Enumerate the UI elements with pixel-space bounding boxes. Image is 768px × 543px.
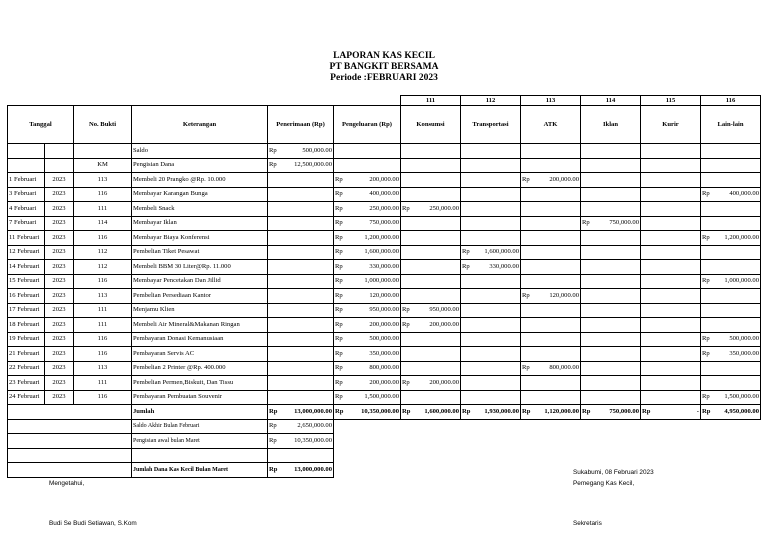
row-amount-a115	[641, 289, 701, 304]
row-bukti: 116	[74, 390, 132, 405]
table-row	[8, 347, 761, 362]
col-header-account: Konsumsi	[401, 106, 461, 144]
row-keterangan: Membeli Snack	[132, 202, 268, 217]
table-row	[8, 303, 761, 318]
row-amount-a116	[701, 260, 761, 275]
row-date: 1 Februari	[8, 173, 45, 188]
row-amount-a114	[581, 173, 641, 188]
totals-label: Jumlah	[132, 405, 268, 420]
row-amount-a111	[401, 158, 461, 173]
row-year	[45, 144, 74, 159]
totals-row	[8, 405, 761, 420]
row-amount-in	[268, 173, 334, 188]
row-amount-out: Rp 1,200,000.00	[334, 231, 401, 246]
row-amount-a116	[701, 289, 761, 304]
row-amount-a116	[701, 303, 761, 318]
row-amount-a114	[581, 318, 641, 333]
row-amount-a112	[461, 202, 521, 217]
row-bukti: 111	[74, 303, 132, 318]
row-year: 2023	[45, 231, 74, 246]
row-bukti: KM	[74, 158, 132, 173]
totals-116: Rp 4,950,000.00	[701, 405, 761, 420]
account-code: 115	[641, 96, 701, 106]
row-amount-a113: Rp 800,000.00	[521, 361, 581, 376]
row-keterangan: Pembayaran Donasi Kemanusiaan	[132, 332, 268, 347]
row-date: 3 Februari	[8, 187, 45, 202]
row-date: 11 Februari	[8, 231, 45, 246]
report-period: Periode :FEBRUARI 2023	[330, 73, 438, 83]
row-amount-a113	[521, 376, 581, 391]
totals-111: Rp 1,600,000.00	[401, 405, 461, 420]
row-amount-a114	[581, 260, 641, 275]
row-keterangan: Pengisian Dana	[132, 158, 268, 173]
row-bukti: 111	[74, 376, 132, 391]
totals-113: Rp 1,120,000.00	[521, 405, 581, 420]
row-date: 19 Februari	[8, 332, 45, 347]
row-amount-in	[268, 231, 334, 246]
row-date: 14 Februari	[8, 260, 45, 275]
row-amount-a113	[521, 245, 581, 260]
row-year	[45, 158, 74, 173]
saldo-akhir-label: Saldo Akhir Bulan Februari	[132, 419, 268, 434]
company-name: PT BANGKIT BERSAMA	[329, 62, 439, 72]
totals-115: Rp -	[641, 405, 701, 420]
row-year: 2023	[45, 187, 74, 202]
row-amount-a115	[641, 158, 701, 173]
row-amount-a113	[521, 216, 581, 231]
row-amount-in	[268, 260, 334, 275]
row-amount-out: Rp 800,000.00	[334, 361, 401, 376]
row-amount-a111	[401, 289, 461, 304]
report-title: LAPORAN KAS KECIL	[333, 51, 435, 61]
row-amount-a115	[641, 144, 701, 159]
signer-right-name: Sekretaris	[573, 520, 602, 527]
row-keterangan: Pembelian Permen,Biskuit, Dan Tissu	[132, 376, 268, 391]
row-amount-a112	[461, 187, 521, 202]
row-keterangan: Membayar Iklan	[132, 216, 268, 231]
signer-right-caption: Pemegang Kas Kecil,	[573, 480, 635, 487]
header-row	[8, 106, 761, 144]
table-row	[8, 158, 761, 173]
row-amount-in	[268, 347, 334, 362]
row-amount-a111	[401, 144, 461, 159]
row-amount-in	[268, 318, 334, 333]
row-amount-a112	[461, 318, 521, 333]
row-amount-a116	[701, 361, 761, 376]
row-amount-a116: Rp 350,000.00	[701, 347, 761, 362]
row-keterangan: Pembelian Tiket Pesawat	[132, 245, 268, 260]
row-amount-a111	[401, 173, 461, 188]
table-row	[8, 289, 761, 304]
row-bukti: 116	[74, 274, 132, 289]
row-amount-a115	[641, 390, 701, 405]
row-amount-in	[268, 303, 334, 318]
col-header-bukti: No. Bukti	[74, 106, 132, 144]
row-amount-out: Rp 250,000.00	[334, 202, 401, 217]
row-amount-out: Rp 200,000.00	[334, 173, 401, 188]
row-amount-a113	[521, 187, 581, 202]
row-amount-a114	[581, 376, 641, 391]
row-amount-a116	[701, 158, 761, 173]
row-bukti: 112	[74, 260, 132, 275]
row-amount-a114	[581, 187, 641, 202]
row-amount-in	[268, 187, 334, 202]
row-year: 2023	[45, 274, 74, 289]
row-amount-a112	[461, 390, 521, 405]
row-bukti: 113	[74, 173, 132, 188]
row-amount-a112	[461, 158, 521, 173]
row-year: 2023	[45, 318, 74, 333]
row-bukti: 112	[74, 245, 132, 260]
table-row	[8, 376, 761, 391]
totals-in: Rp 13,000,000.00	[268, 405, 334, 420]
petty-cash-table	[7, 95, 761, 478]
table-row	[8, 260, 761, 275]
row-amount-in	[268, 390, 334, 405]
row-keterangan: Membayar Biaya Konferensi	[132, 231, 268, 246]
row-date: 21 Februari	[8, 347, 45, 362]
row-amount-a114	[581, 347, 641, 362]
row-amount-a116: Rp 1,200,000.00	[701, 231, 761, 246]
row-date: 17 Februari	[8, 303, 45, 318]
row-amount-a112	[461, 347, 521, 362]
row-bukti	[74, 144, 132, 159]
row-amount-a111: Rp 200,000.00	[401, 376, 461, 391]
row-amount-a114: Rp 750,000.00	[581, 216, 641, 231]
row-date: 24 Februari	[8, 390, 45, 405]
pengisian-label: Pengisian awal bulan Maret	[132, 434, 268, 449]
totals-112: Rp 1,930,000.00	[461, 405, 521, 420]
row-amount-a114	[581, 202, 641, 217]
row-amount-a115	[641, 274, 701, 289]
row-date: 7 Februari	[8, 216, 45, 231]
row-amount-a112	[461, 361, 521, 376]
row-amount-a116	[701, 245, 761, 260]
table-row	[8, 390, 761, 405]
row-amount-a114	[581, 289, 641, 304]
row-amount-a116: Rp 1,500,000.00	[701, 390, 761, 405]
col-header-tanggal: Tanggal	[8, 106, 74, 144]
row-year: 2023	[45, 289, 74, 304]
account-code: 112	[461, 96, 521, 106]
row-amount-a115	[641, 260, 701, 275]
row-amount-a113	[521, 231, 581, 246]
row-amount-a116	[701, 318, 761, 333]
row-amount-a116	[701, 202, 761, 217]
row-amount-a112: Rp 330,000.00	[461, 260, 521, 275]
row-bukti: 116	[74, 347, 132, 362]
row-amount-out	[334, 158, 401, 173]
row-keterangan: Pembayaran Pembuatan Souvenir	[132, 390, 268, 405]
row-amount-a113	[521, 158, 581, 173]
signer-left-caption: Mengetahui,	[49, 480, 85, 487]
account-code: 116	[701, 96, 761, 106]
row-amount-a111	[401, 347, 461, 362]
col-header-penerimaan: Penerimaan (Rp)	[268, 106, 334, 144]
table-row	[8, 245, 761, 260]
row-keterangan: Menjamu Klien	[132, 303, 268, 318]
row-amount-in: Rp 12,500,000.00	[268, 158, 334, 173]
blank-row	[8, 448, 761, 463]
row-amount-a115	[641, 347, 701, 362]
row-amount-a111: Rp 200,000.00	[401, 318, 461, 333]
col-header-account: ATK	[521, 106, 581, 144]
row-amount-out: Rp 1,600,000.00	[334, 245, 401, 260]
row-amount-a112	[461, 332, 521, 347]
row-amount-a116	[701, 144, 761, 159]
table-row	[8, 202, 761, 217]
place-date: Sukabumi, 08 Februari 2023	[573, 469, 654, 476]
row-year: 2023	[45, 260, 74, 275]
row-amount-a116: Rp 1,000,000.00	[701, 274, 761, 289]
row-amount-out: Rp 1,500,000.00	[334, 390, 401, 405]
row-amount-a111	[401, 187, 461, 202]
row-amount-a115	[641, 245, 701, 260]
col-header-account: Kurir	[641, 106, 701, 144]
row-amount-a113	[521, 332, 581, 347]
account-code: 114	[581, 96, 641, 106]
table-row	[8, 274, 761, 289]
row-year: 2023	[45, 361, 74, 376]
ledger-body	[8, 144, 761, 405]
row-amount-a113: Rp 200,000.00	[521, 173, 581, 188]
row-bukti: 114	[74, 216, 132, 231]
pengisian-row	[8, 434, 761, 449]
row-amount-a114	[581, 158, 641, 173]
col-header-account: Lain-lain	[701, 106, 761, 144]
row-year: 2023	[45, 216, 74, 231]
row-amount-a112	[461, 231, 521, 246]
row-bukti: 111	[74, 202, 132, 217]
row-keterangan: Pembayaran Servis AC	[132, 347, 268, 362]
row-year: 2023	[45, 173, 74, 188]
col-header-account: Transportasi	[461, 106, 521, 144]
row-amount-out: Rp 200,000.00	[334, 318, 401, 333]
row-amount-a113	[521, 390, 581, 405]
row-year: 2023	[45, 390, 74, 405]
row-keterangan: Pembelian 2 Printer @Rp. 400.000	[132, 361, 268, 376]
row-amount-a116	[701, 216, 761, 231]
row-amount-a113	[521, 202, 581, 217]
row-amount-a115	[641, 361, 701, 376]
row-amount-out: Rp 400,000.00	[334, 187, 401, 202]
row-amount-a114	[581, 390, 641, 405]
row-year: 2023	[45, 202, 74, 217]
row-amount-out: Rp 950,000.00	[334, 303, 401, 318]
row-amount-a115	[641, 318, 701, 333]
row-amount-a111	[401, 390, 461, 405]
row-amount-in	[268, 274, 334, 289]
row-amount-a114	[581, 231, 641, 246]
row-amount-a115	[641, 303, 701, 318]
row-amount-out: Rp 750,000.00	[334, 216, 401, 231]
row-year: 2023	[45, 245, 74, 260]
row-amount-a113: Rp 120,000.00	[521, 289, 581, 304]
row-date: 22 Februari	[8, 361, 45, 376]
row-bukti: 113	[74, 361, 132, 376]
row-amount-out: Rp 120,000.00	[334, 289, 401, 304]
row-amount-a116: Rp 400,000.00	[701, 187, 761, 202]
row-date: 4 Februari	[8, 202, 45, 217]
row-amount-out: Rp 350,000.00	[334, 347, 401, 362]
row-amount-a113	[521, 260, 581, 275]
row-amount-a112	[461, 303, 521, 318]
row-amount-a111: Rp 250,000.00	[401, 202, 461, 217]
jumlah-dana-label: Jumlah Dana Kas Kecil Bulan Maret	[132, 463, 268, 478]
row-keterangan: Saldo	[132, 144, 268, 159]
row-amount-a114	[581, 361, 641, 376]
row-amount-a114	[581, 274, 641, 289]
row-amount-a113	[521, 144, 581, 159]
row-amount-a111	[401, 245, 461, 260]
row-keterangan: Membayar Karangan Bunga	[132, 187, 268, 202]
row-amount-a111	[401, 274, 461, 289]
col-header-keterangan: Keterangan	[132, 106, 268, 144]
row-amount-a115	[641, 231, 701, 246]
row-amount-in	[268, 376, 334, 391]
row-amount-a113	[521, 318, 581, 333]
row-amount-a112	[461, 144, 521, 159]
row-bukti: 111	[74, 318, 132, 333]
row-amount-a113	[521, 274, 581, 289]
row-amount-a114	[581, 303, 641, 318]
row-amount-a116	[701, 376, 761, 391]
saldo-akhir-value: Rp 2,650,000.00	[268, 419, 334, 434]
col-header-account: Iklan	[581, 106, 641, 144]
row-amount-a111	[401, 260, 461, 275]
row-amount-a111: Rp 950,000.00	[401, 303, 461, 318]
row-amount-a114	[581, 144, 641, 159]
row-keterangan: Membeli BBM 30 Liter@Rp. 11.000	[132, 260, 268, 275]
row-amount-a113	[521, 303, 581, 318]
row-keterangan: Membeli 20 Prangko @Rp. 10.000	[132, 173, 268, 188]
row-amount-a115	[641, 376, 701, 391]
row-amount-a115	[641, 202, 701, 217]
row-amount-a112	[461, 376, 521, 391]
row-bukti: 116	[74, 231, 132, 246]
row-date	[8, 144, 45, 159]
row-amount-a111	[401, 231, 461, 246]
table-row	[8, 216, 761, 231]
row-amount-a115	[641, 332, 701, 347]
row-amount-a116: Rp 500,000.00	[701, 332, 761, 347]
row-date	[8, 158, 45, 173]
row-amount-a115	[641, 216, 701, 231]
row-bukti: 113	[74, 289, 132, 304]
table-row	[8, 173, 761, 188]
row-amount-out: Rp 500,000.00	[334, 332, 401, 347]
table-row	[8, 361, 761, 376]
row-amount-a114	[581, 245, 641, 260]
row-amount-a111	[401, 216, 461, 231]
table-row	[8, 144, 761, 159]
row-amount-a111	[401, 332, 461, 347]
row-amount-a115	[641, 187, 701, 202]
table-row	[8, 332, 761, 347]
row-year: 2023	[45, 347, 74, 362]
col-header-pengeluaran: Pengeluaran (Rp)	[334, 106, 401, 144]
row-amount-a112	[461, 216, 521, 231]
row-amount-in	[268, 202, 334, 217]
row-amount-in	[268, 289, 334, 304]
row-amount-in	[268, 245, 334, 260]
row-amount-a112	[461, 289, 521, 304]
row-bukti: 116	[74, 332, 132, 347]
totals-114: Rp 750,000.00	[581, 405, 641, 420]
row-amount-in: Rp 500,000.00	[268, 144, 334, 159]
row-amount-a114	[581, 332, 641, 347]
row-date: 23 Februari	[8, 376, 45, 391]
row-amount-out: Rp 330,000.00	[334, 260, 401, 275]
row-amount-a113	[521, 347, 581, 362]
row-amount-a115	[641, 173, 701, 188]
row-date: 16 Februari	[8, 289, 45, 304]
row-year: 2023	[45, 303, 74, 318]
row-amount-in	[268, 332, 334, 347]
row-date: 12 Februari	[8, 245, 45, 260]
row-amount-a112	[461, 173, 521, 188]
row-keterangan: Membeli Air Mineral&Makanan Ringan	[132, 318, 268, 333]
account-code: 111	[401, 96, 461, 106]
row-amount-a112: Rp 1,600,000.00	[461, 245, 521, 260]
saldo-akhir-row	[8, 419, 761, 434]
jumlah-dana-value: Rp 13,000,000.00	[268, 463, 334, 478]
account-code: 113	[521, 96, 581, 106]
table-row	[8, 231, 761, 246]
row-amount-out	[334, 144, 401, 159]
row-amount-in	[268, 216, 334, 231]
row-date: 18 Februari	[8, 318, 45, 333]
row-amount-a116	[701, 173, 761, 188]
row-year: 2023	[45, 376, 74, 391]
table-row	[8, 318, 761, 333]
row-amount-in	[268, 361, 334, 376]
account-code-row	[8, 96, 761, 106]
row-bukti: 116	[74, 187, 132, 202]
row-amount-a111	[401, 361, 461, 376]
row-year: 2023	[45, 332, 74, 347]
row-date: 15 Februari	[8, 274, 45, 289]
row-amount-out: Rp 200,000.00	[334, 376, 401, 391]
row-keterangan: Membayar Pencetakan Dan Jillid	[132, 274, 268, 289]
row-amount-a112	[461, 274, 521, 289]
pengisian-value: Rp 10,350,000.00	[268, 434, 334, 449]
signer-left-name: Budi Se Budi Setiawan, S.Kom	[49, 520, 137, 527]
row-amount-out: Rp 1,000,000.00	[334, 274, 401, 289]
totals-out: Rp 10,350,000.00	[334, 405, 401, 420]
table-row	[8, 187, 761, 202]
row-keterangan: Pembelian Persediaan Kantor	[132, 289, 268, 304]
